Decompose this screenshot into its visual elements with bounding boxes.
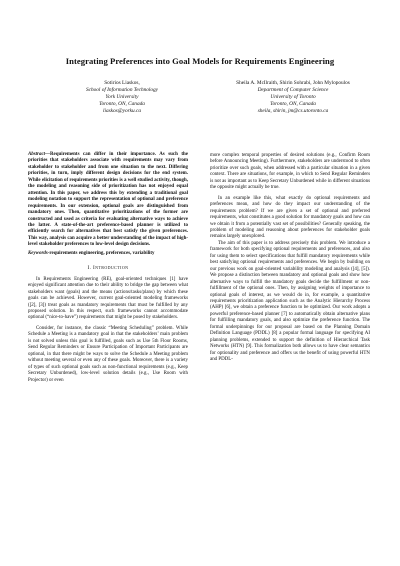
author-email: liaskos@yorku.ca [103,108,141,115]
author-name: Sotirios Liaskos, [104,80,140,86]
section-heading: I. Introduction [87,265,129,272]
keywords-text: -requirements engineering, preferences, variability [47,250,155,256]
abstract-text: —Requirements can differ in their importance. As such the priorities that stakeholders associate with requirements may vary from stakeholder to stakeholder and from one situation to the next. Differing priorities, in turn, imply different design decisions for the end system. While elicitation of requirements priorities is a well studied activity, though, the modeling and reasoning side of prioritization has not enjoyed equal attention. In this paper, we address this by extending a traditional goal modeling notation to support the representation of optional and preference requirements. In our extension, optional goals are distinguished from mandatory ones. Then, quantitative prioritizations of the former are constructed and used as criteria for evaluating alternative ways to achieve the latter. A state-of-the-art preference-based planner is utilized to efficiently search for alternatives that best satisfy the given preferences. This way, analysis can acquire a better understanding of the impact of high-level stakeholder preferences to low-level design decisions. [28,152,188,248]
author-block-left [52,80,192,115]
author-institution: York University [105,94,139,101]
author-affiliation: School of Information Technology [85,87,159,94]
keywords-label: Keywords [28,250,48,256]
author-city: Toronto, ON, Canada [99,101,145,108]
body-paragraph: more complex temporal properties of desired solutions (e.g., Confirm Room before Announcing Meeting). Furthermore, stakeholders are understood to often prioritize over such goals, when addressed with a particular situation in a given context. There are situations, for example, in which to Send Regular Reminders is not as important as to Keep Secretary Unburdened while in different situations the opposite might actually be true. [210,153,370,191]
author-affiliation: Department of Computer Science [257,87,329,94]
author-institution: University of Toronto [270,94,316,101]
left-column [28,152,188,384]
body-paragraph: The aim of this paper is to address precisely this problem. We introduce a framework for both specifying optional requirements and preferences, and also for using them to select specifications that fulfill mandatory requirements while best satisfying optional requirements and preferences. We begin by building on our previous work on goal-oriented variability modeling and analysis ([4], [5]). We propose a distinction between mandatory and optional goals and show how alternative ways to fulfill the mandatory goals decide the fulfillment or non-fulfillment of the optional ones. Then, by assigning weights of importance to optional goals of interest, as we would do in, for example, a quantitative requirements prioritization application such as the Analytic Hierarchy Process (AHP) [6], we obtain a preference function to be optimized. Our work adopts a powerful preference-based planner [7] to automatically obtain alternative plans for fulfilling mandatory goals, and also optimize the preference function. The formal underpinnings for our proposal are based on the Planning Domain Definition Language (PDDL) [8] a popular formal language for specifying AI planning problems, extended to support the definition of Hierarchical Task Networks (HTN) [9]. This formalization both allows us to have clear semantics for optionality and preference and offers us the benefit of using powerful HTN and PDDL- [210,240,370,363]
author-block-right [208,80,378,115]
author-city: Toronto, ON, Canada [270,101,316,108]
abstract-label: Abstract [28,152,46,157]
body-paragraph: In an example like this, what exactly do optional requirements and preferences mean, and how do they impact our understanding of the requirements problem? If we are given a set of optional and preferred requirements, what constitutes a good solution for mandatory goals and how can we obtain it from a potentially vast set of possibilities? Generally speaking, the problem of modeling and reasoning about preferences for stakeholder goals remains largely unexplored. [210,195,370,240]
right-column [210,153,370,364]
abstract [28,152,188,249]
body-paragraph: In Requirements Engineering (RE), goal-oriented techniques [1] have enjoyed significant attention due to their ability to bridge the gap between what stakeholders want (goals) and the means (actions/tasks/plans) by which these goals can be achieved. However, current goal-oriented modeling frameworks ([2], [3]) treat goals as mandatory requirements that must be fulfilled by any proposed solution. In this respect, such frameworks cannot accommodate optional (“nice-to-have”) requirements that might be posed by stakeholders. [28,276,188,321]
paper-title: Integrating Preferences into Goal Models for Requirements Engineering [65,56,335,66]
body-paragraph: Consider, for instance, the classic “Meeting Scheduling” problem. While Schedule a Meeting is a mandatory goal in that the stakeholders’ main problem is not solved unless this goal is fulfilled, goals such as Use 5th Floor Rooms, Send Regular Reminders or Ensure Participation of Important Participants are optional, in that there might be ways to solve the Schedule a Meeting problem without meeting several or even any of these goals. Moreover, there is a variety of types of such optional goals such as non-functional requirements (e.g., Keep Secretary Unburdened), low-level solution details (e.g., Use Room with Projector) or even [28,325,188,383]
author-name: Sheila A. McIlraith, Shirin Sohrabi, John Mylopoulos [236,80,350,86]
keywords [28,251,188,257]
author-email: sheila, shirin, jm@cs.utoronto.ca [257,108,329,115]
